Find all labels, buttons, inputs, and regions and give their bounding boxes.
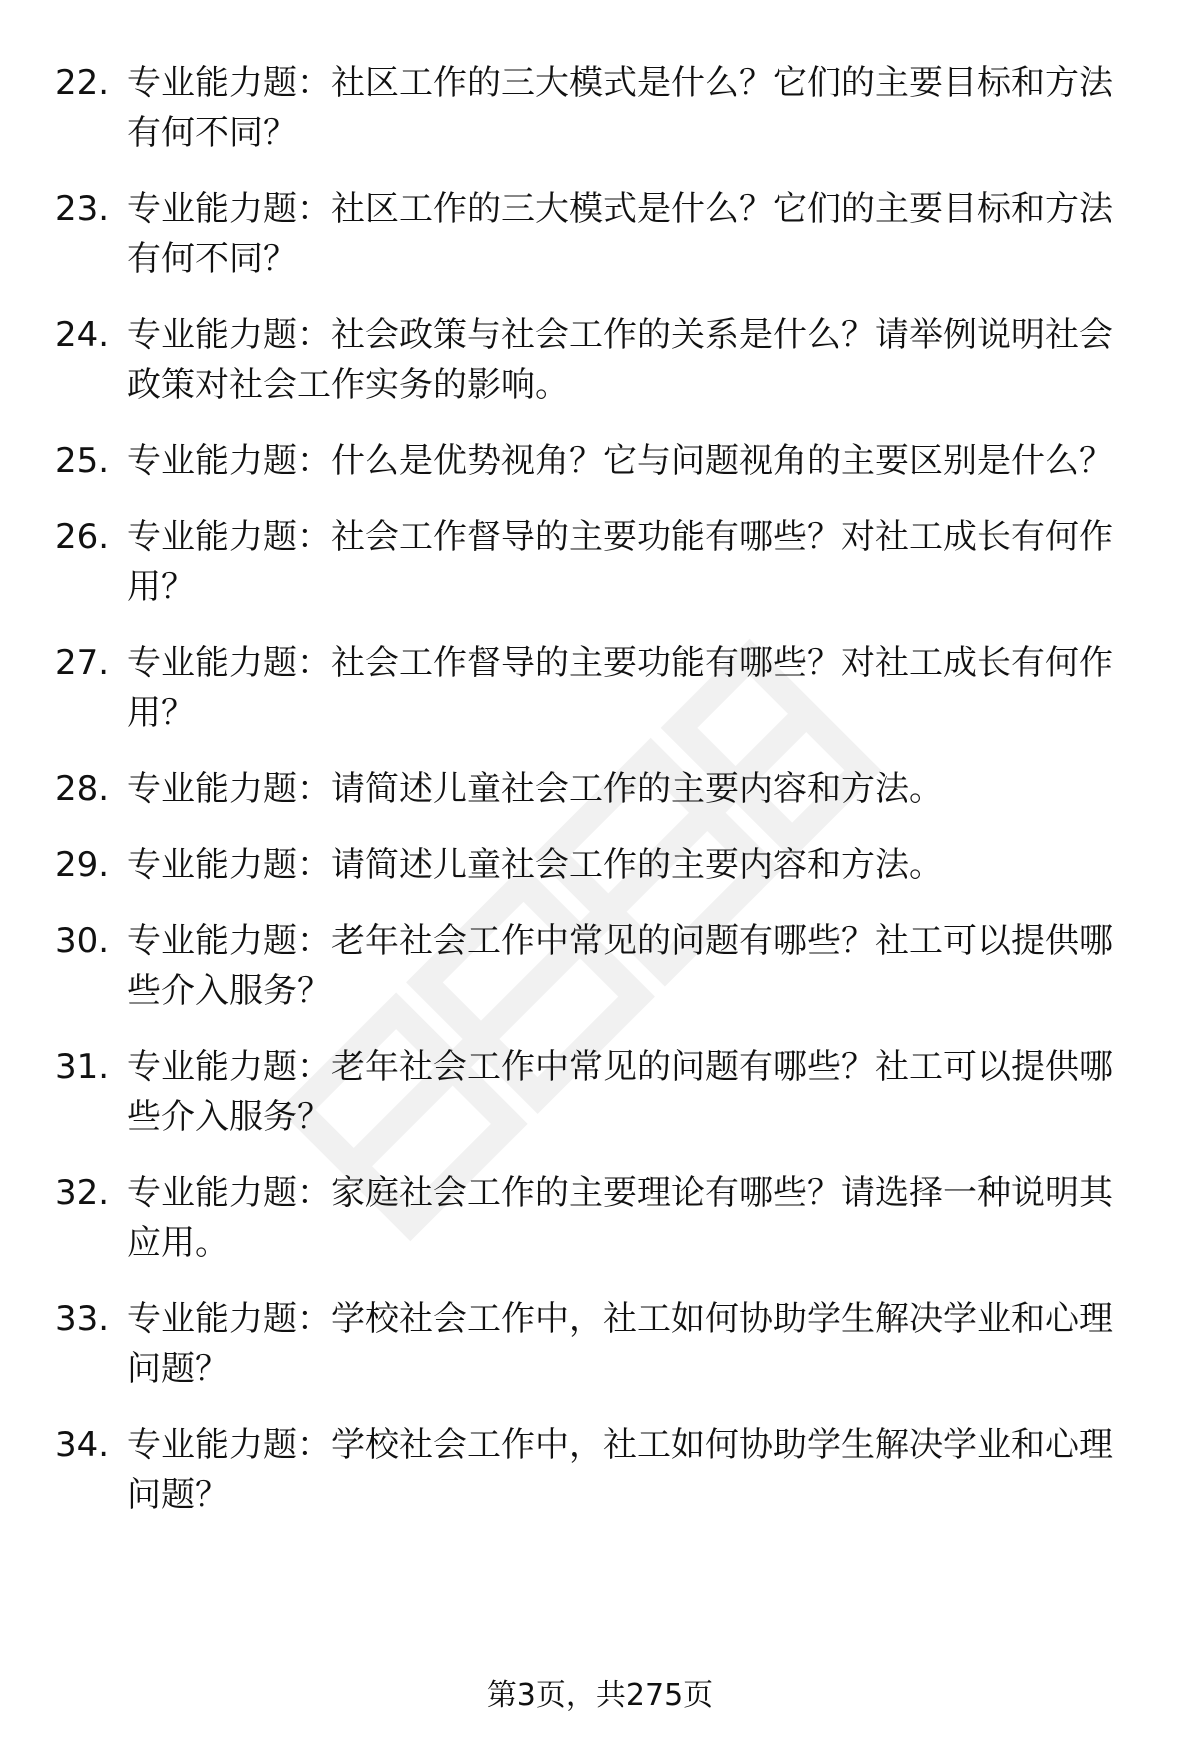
question-number: 31. bbox=[55, 1047, 110, 1087]
list-item bbox=[0, 840, 1200, 890]
question-number: 26. bbox=[55, 517, 110, 557]
page-footer bbox=[0, 1676, 1200, 1716]
question-text: 专业能力题：家庭社会工作的主要理论有哪些？请选择一种说明其应用。 bbox=[127, 1173, 1113, 1263]
question-number: 23. bbox=[55, 189, 110, 229]
list-item bbox=[0, 1168, 1200, 1268]
list-item bbox=[0, 310, 1200, 410]
question-text: 专业能力题：社区工作的三大模式是什么？它们的主要目标和方法有何不同？ bbox=[127, 63, 1113, 153]
question-text: 专业能力题：请简述儿童社会工作的主要内容和方法。 bbox=[127, 845, 943, 885]
question-text: 专业能力题：社区工作的三大模式是什么？它们的主要目标和方法有何不同？ bbox=[127, 189, 1113, 279]
question-list bbox=[0, 58, 1200, 1546]
list-item bbox=[0, 512, 1200, 612]
question-text: 专业能力题：学校社会工作中，社工如何协助学生解决学业和心理问题？ bbox=[127, 1425, 1113, 1515]
question-text: 专业能力题：社会政策与社会工作的关系是什么？请举例说明社会政策对社会工作实务的影响。 bbox=[127, 315, 1113, 405]
question-number: 27. bbox=[55, 643, 110, 683]
question-number: 30. bbox=[55, 921, 110, 961]
list-item bbox=[0, 638, 1200, 738]
page-number-label: 第3页，共275页 bbox=[486, 1678, 714, 1713]
question-number: 22. bbox=[55, 63, 110, 103]
question-number: 34. bbox=[55, 1425, 110, 1465]
question-number: 29. bbox=[55, 845, 110, 885]
list-item bbox=[0, 1294, 1200, 1394]
question-number: 28. bbox=[55, 769, 110, 809]
question-text: 专业能力题：老年社会工作中常见的问题有哪些？社工可以提供哪些介入服务？ bbox=[127, 1047, 1113, 1137]
question-text: 专业能力题：社会工作督导的主要功能有哪些？对社工成长有何作用？ bbox=[127, 643, 1113, 733]
question-number: 24. bbox=[55, 315, 110, 355]
list-item bbox=[0, 436, 1200, 486]
list-item bbox=[0, 916, 1200, 1016]
question-text: 专业能力题：什么是优势视角？它与问题视角的主要区别是什么？ bbox=[127, 441, 1113, 481]
list-item bbox=[0, 1420, 1200, 1520]
question-text: 专业能力题：老年社会工作中常见的问题有哪些？社工可以提供哪些介入服务？ bbox=[127, 921, 1113, 1011]
list-item bbox=[0, 764, 1200, 814]
list-item bbox=[0, 58, 1200, 158]
list-item bbox=[0, 184, 1200, 284]
question-number: 25. bbox=[55, 441, 110, 481]
question-text: 专业能力题：社会工作督导的主要功能有哪些？对社工成长有何作用？ bbox=[127, 517, 1113, 607]
list-item bbox=[0, 1042, 1200, 1142]
question-text: 专业能力题：请简述儿童社会工作的主要内容和方法。 bbox=[127, 769, 943, 809]
question-text: 专业能力题：学校社会工作中，社工如何协助学生解决学业和心理问题？ bbox=[127, 1299, 1113, 1389]
question-number: 32. bbox=[55, 1173, 110, 1213]
question-number: 33. bbox=[55, 1299, 110, 1339]
